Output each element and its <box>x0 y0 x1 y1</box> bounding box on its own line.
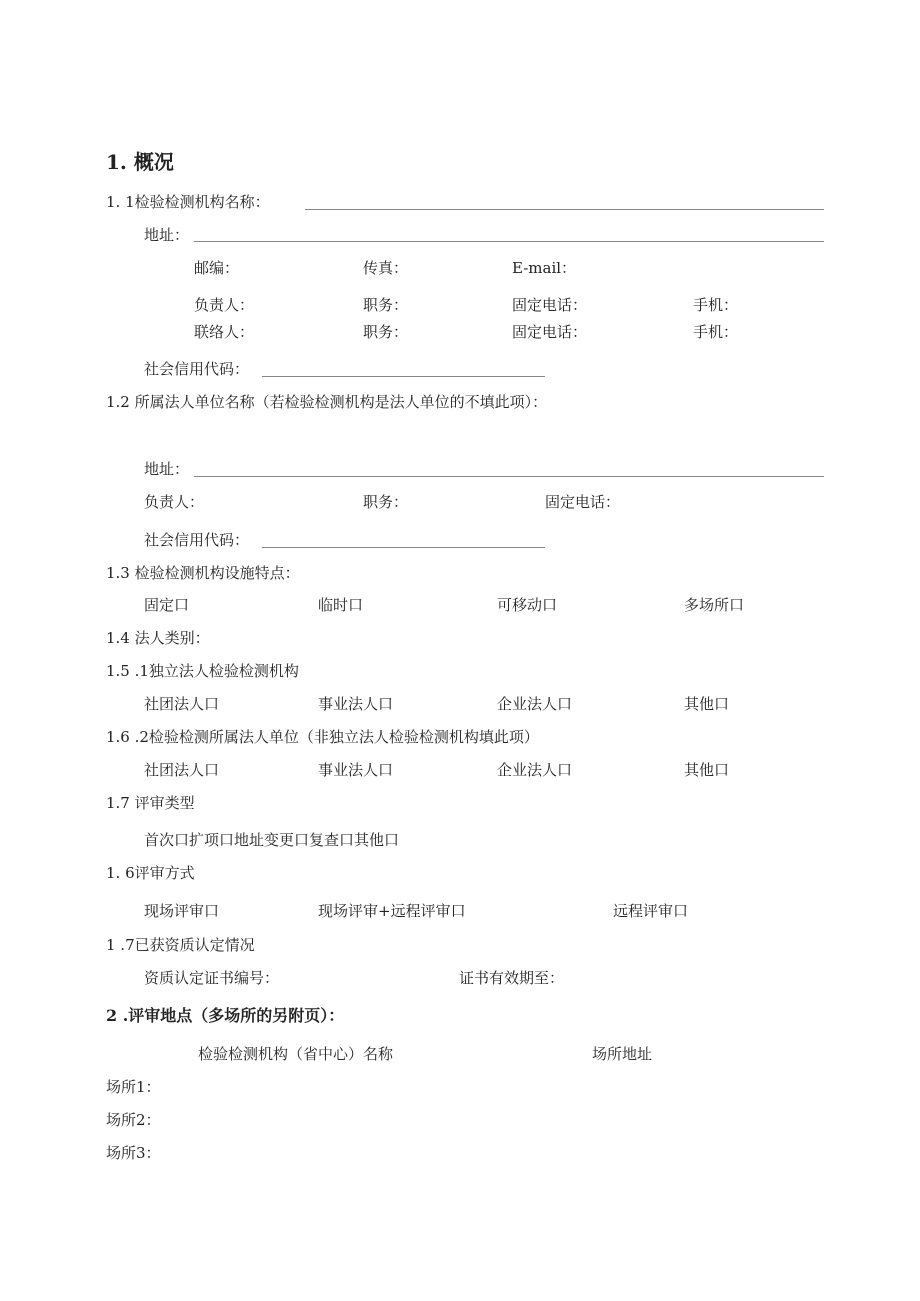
person-title-label: 职务： <box>363 296 409 314</box>
independent-option-other[interactable]: 其他口 <box>684 695 730 713</box>
credit-code-line[interactable] <box>262 376 545 377</box>
affiliated-option-enterprise[interactable]: 企业法人口 <box>497 761 573 779</box>
facility-option-temporary[interactable]: 临时口 <box>318 596 364 614</box>
legal-title-label: 职务： <box>363 493 409 511</box>
contact-mobile-label: 手机： <box>693 323 739 341</box>
facility-option-mobile[interactable]: 可移动口 <box>497 596 558 614</box>
affiliated-option-social[interactable]: 社团法人口 <box>144 761 220 779</box>
section-2-title: 2 .评审地点（多场所的另附页）： <box>106 1006 345 1025</box>
section-1-title: 1. 概况 <box>106 150 174 174</box>
email-label: E-mail： <box>512 259 577 277</box>
facility-label: 1.3 检验检测机构设施特点： <box>106 564 300 582</box>
legal-person-label: 负责人： <box>144 493 205 511</box>
person-mobile-label: 手机： <box>693 296 739 314</box>
person-phone-label: 固定电话： <box>512 296 588 314</box>
contact-title-label: 职务： <box>363 323 409 341</box>
independent-entity-label: 1.5 .1独立法人检验检测机构 <box>106 662 299 680</box>
legal-credit-code-label: 社会信用代码： <box>144 531 250 549</box>
review-method-remote[interactable]: 远程评审口 <box>613 902 689 920</box>
address-label: 地址： <box>144 226 190 244</box>
review-method-label: 1. 6评审方式 <box>106 864 195 882</box>
independent-option-public[interactable]: 事业法人口 <box>318 695 394 713</box>
contact-person-label: 联络人： <box>194 323 255 341</box>
facility-option-fixed[interactable]: 固定口 <box>144 596 190 614</box>
legal-credit-code-line[interactable] <box>262 547 545 548</box>
affiliated-entity-label: 1.6 .2检验检测所属法人单位（非独立法人检验检测机构填此项） <box>106 728 539 746</box>
credit-code-label: 社会信用代码： <box>144 360 250 378</box>
cert-number-label: 资质认定证书编号： <box>144 969 280 987</box>
legal-address-label: 地址： <box>144 460 190 478</box>
site-2-label: 场所2： <box>106 1111 161 1129</box>
site-address-column-header: 场所地址 <box>592 1045 653 1063</box>
site-1-label: 场所1： <box>106 1078 161 1096</box>
legal-address-line[interactable] <box>194 476 824 477</box>
independent-option-enterprise[interactable]: 企业法人口 <box>497 695 573 713</box>
site-3-label: 场所3： <box>106 1144 161 1162</box>
legal-type-label: 1.4 法人类别： <box>106 629 210 647</box>
independent-option-social[interactable]: 社团法人口 <box>144 695 220 713</box>
review-type-label: 1.7 评审类型 <box>106 794 195 812</box>
postcode-label: 邮编： <box>194 259 240 277</box>
fax-label: 传真： <box>363 259 409 277</box>
facility-option-multisite[interactable]: 多场所口 <box>684 596 745 614</box>
cert-valid-until-label: 证书有效期至： <box>459 969 565 987</box>
qualification-label: 1 .7已获资质认定情况 <box>106 936 255 954</box>
affiliated-option-public[interactable]: 事业法人口 <box>318 761 394 779</box>
affiliated-option-other[interactable]: 其他口 <box>684 761 730 779</box>
org-name-label: 1. 1检验检测机构名称： <box>106 193 270 211</box>
contact-phone-label: 固定电话： <box>512 323 588 341</box>
legal-entity-label: 1.2 所属法人单位名称（若检验检测机构是法人单位的不填此项）： <box>106 393 548 411</box>
review-method-onsite[interactable]: 现场评审口 <box>144 902 220 920</box>
org-name-line[interactable] <box>305 209 824 210</box>
person-in-charge-label: 负责人： <box>194 296 255 314</box>
legal-phone-label: 固定电话： <box>545 493 621 511</box>
review-type-options[interactable]: 首次口扩项口地址变更口复查口其他口 <box>144 831 400 849</box>
site-name-column-header: 检验检测机构（省中心）名称 <box>198 1045 394 1063</box>
review-method-onsite-remote[interactable]: 现场评审+远程评审口 <box>318 902 466 920</box>
address-line[interactable] <box>194 241 824 242</box>
